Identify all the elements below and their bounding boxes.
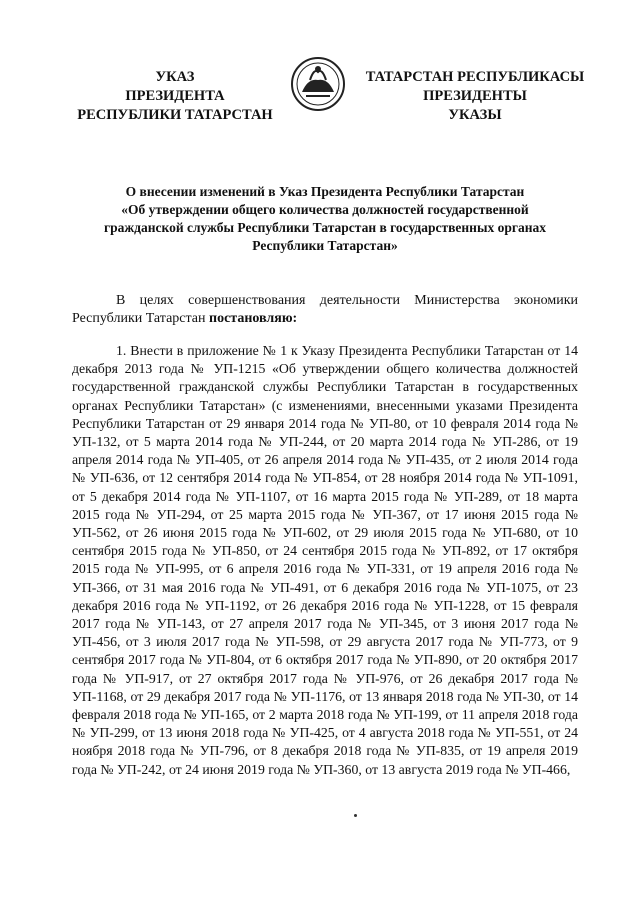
coat-of-arms-icon bbox=[288, 56, 348, 112]
preamble-action: постановляю: bbox=[209, 311, 298, 326]
header-right-line: ПРЕЗИДЕНТЫ bbox=[423, 88, 527, 104]
header-right bbox=[360, 68, 590, 125]
header-left bbox=[70, 68, 280, 125]
header-left-line: ПРЕЗИДЕНТА bbox=[125, 88, 225, 104]
header-right-line: ТАТАРСТАН РЕСПУБЛИКАСЫ bbox=[365, 69, 585, 85]
header-left-line: РЕСПУБЛИКИ ТАТАРСТАН bbox=[77, 107, 273, 123]
title-line: «Об утверждении общего количества должностей государственной bbox=[121, 202, 529, 217]
header-right-line: УКАЗЫ bbox=[448, 107, 502, 123]
item-1-paragraph: 1. Внести в приложение № 1 к Указу Президента Республики Татарстан от 14 декабря 2013 года № УП-1215 «Об утверждении общего количества должностей государственной гражданской службы Республики Татарстан в государственных органах Республики Татарстан» (с изменениями, внесенными указами Президента Республики Татарстан от 29 января 2014 года № УП-80, от 10 февраля 2014 года № УП-132, от 5 марта 2014 года № УП-244, от 20 марта 2014 года № УП-286, от 19 апреля 2014 года № УП-405, от 26 апреля 2014 года № УП-435, от 2 июля 2014 года № УП-636, от 12 сентября 2014 года № УП-854, от 28 ноября 2014 года № УП-1091, от 5 декабря 2014 года № УП-1107, от 16 марта 2015 года № УП-289, от 18 марта 2015 года № УП-294, от 25 марта 2015 года № УП-367, от 17 июня 2015 года № УП-562, от 26 июня 2015 года № УП-602, от 29 июля 2015 года № УП-680, от 10 сентября 2015 года № УП-850, от 24 сентября 2015 года № УП-892, от 17 октября 2015 года № УП-995, от 6 апреля 2016 года № УП-331, от 19 апреля 2016 года № УП-366, от 31 мая 2016 года № УП-491, от 6 декабря 2016 года № УП-1075, от 23 декабря 2016 года № УП-1192, от 26 декабря 2016 года № УП-1228, от 15 февраля 2017 года № УП-143, от 27 апреля 2017 года № УП-345, от 3 июня 2017 года № УП-456, от 3 июля 2017 года № УП-598, от 29 августа 2017 года № УП-773, от 9 сентября 2017 года № УП-804, от 6 октября 2017 года № УП-890, от 20 октября 2017 года № УП-917, от 27 октября 2017 года № УП-976, от 26 декабря 2017 года № УП-1168, от 29 декабря 2017 года № УП-1176, от 13 января 2018 года № УП-30, от 14 февраля 2018 года № УП-165, от 2 марта 2018 года № УП-199, от 11 апреля 2018 года № УП-299, от 13 июня 2018 года № УП-425, от 4 августа 2018 года № УП-551, от 24 ноября 2018 года № УП-796, от 8 декабря 2018 года № УП-835, от 19 апреля 2019 года № УП-242, от 24 июня 2019 года № УП-360, от 13 августа 2019 года № УП-466, bbox=[72, 343, 578, 777]
preamble-paragraph bbox=[72, 292, 578, 328]
decree-title bbox=[72, 183, 578, 255]
preamble-text: В целях совершенствования деятельности Министерства экономики Республики Татарстан bbox=[72, 293, 578, 326]
title-line: О внесении изменений в Указ Президента Республики Татарстан bbox=[125, 184, 525, 199]
title-line: гражданской службы Республики Татарстан в государственных органах bbox=[103, 220, 547, 235]
scan-speck bbox=[354, 814, 357, 817]
title-line: Республики Татарстан» bbox=[252, 238, 398, 253]
header-left-line: УКАЗ bbox=[155, 69, 195, 85]
